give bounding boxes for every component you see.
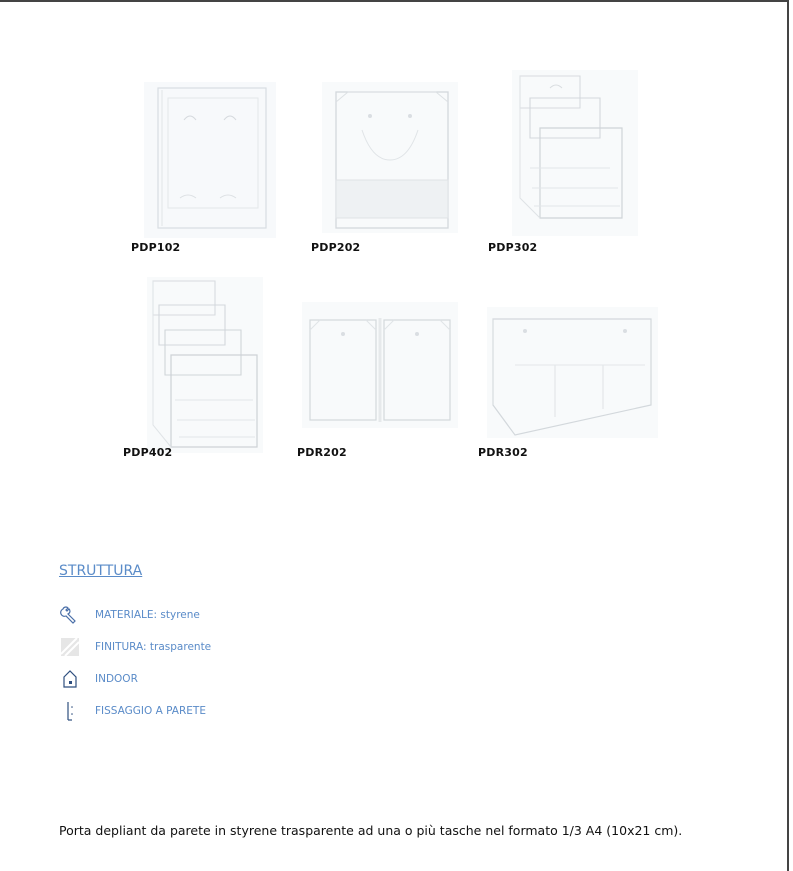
spec-label: FISSAGGIO A PARETE — [95, 705, 206, 717]
product-code: PDP202 — [311, 241, 361, 254]
product-code: PDR302 — [478, 446, 528, 459]
spec-label: FINITURA: trasparente — [95, 641, 212, 653]
product-image-pdp402 — [145, 275, 265, 455]
product-code: PDP402 — [123, 446, 173, 459]
spec-item-indoor — [59, 669, 138, 689]
spec-item-wall-mount — [59, 701, 206, 721]
product-code: PDR202 — [297, 446, 347, 459]
product-image-pdr302 — [485, 305, 660, 440]
spec-item-finish — [59, 637, 212, 657]
wall-mount-icon — [59, 701, 81, 721]
finish-swatch-icon — [59, 637, 81, 657]
section-title: STRUTTURA — [59, 563, 143, 579]
product-image-pdp202 — [320, 80, 460, 235]
indoor-house-icon — [59, 669, 81, 689]
product-code: PDP302 — [488, 241, 538, 254]
product-image-pdr202 — [300, 300, 460, 430]
product-description: Porta depliant da parete in styrene trasparente ad una o più tasche nel formato 1/3 A4 (10x21 cm). — [59, 823, 683, 838]
product-image-pdp102 — [140, 80, 280, 240]
product-image-pdp302 — [510, 68, 640, 238]
wrench-icon — [59, 605, 81, 625]
spec-label: INDOOR — [95, 673, 138, 685]
spec-label: MATERIALE: styrene — [95, 609, 200, 621]
spec-item-material — [59, 605, 200, 625]
product-code: PDP102 — [131, 241, 181, 254]
